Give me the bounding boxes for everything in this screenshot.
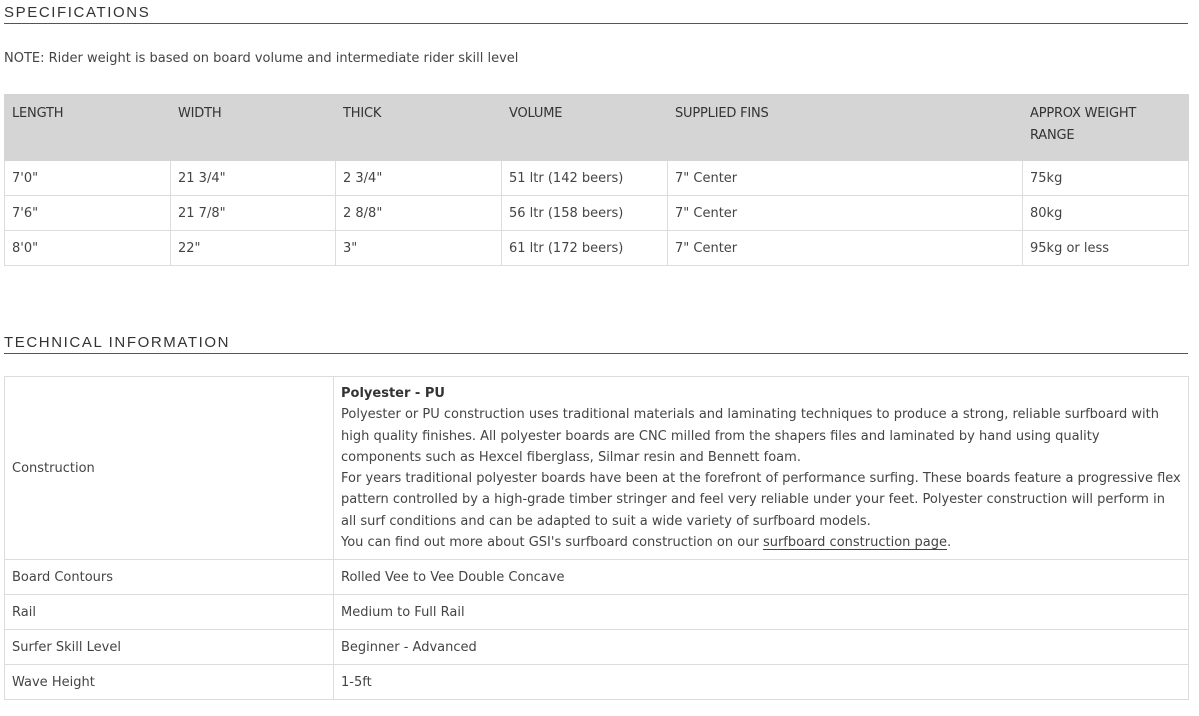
col-header-length: LENGTH bbox=[5, 95, 171, 161]
thick-cell: 2 3/4" bbox=[336, 161, 502, 196]
length-cell: 7'6" bbox=[5, 196, 171, 231]
wave-height-label: Wave Height bbox=[5, 665, 334, 700]
table-row bbox=[5, 665, 1189, 700]
rail-label: Rail bbox=[5, 595, 334, 630]
table-row bbox=[5, 630, 1189, 665]
col-header-width: WIDTH bbox=[171, 95, 336, 161]
weight-cell: 95kg or less bbox=[1023, 231, 1189, 266]
volume-cell: 51 ltr (142 beers) bbox=[502, 161, 668, 196]
rail-value: Medium to Full Rail bbox=[334, 595, 1189, 630]
width-cell: 21 7/8" bbox=[171, 196, 336, 231]
construction-paragraph-3 bbox=[341, 532, 1181, 553]
construction-paragraph-1: Polyester or PU construction uses traditional materials and laminating techniques to produce a strong, reliable surfboard with high quality finishes. All polyester boards are CNC milled from the shapers files and laminated by hand using quality components such as Hexcel fiberglass, Silmar resin and Bennett foam. bbox=[341, 407, 1159, 465]
width-cell: 21 3/4" bbox=[171, 161, 336, 196]
construction-value bbox=[334, 377, 1189, 560]
construction-heading: Polyester - PU bbox=[341, 386, 445, 401]
rider-weight-note: NOTE: Rider weight is based on board volume and intermediate rider skill level bbox=[4, 51, 519, 66]
table-row bbox=[5, 196, 1189, 231]
col-header-volume: VOLUME bbox=[502, 95, 668, 161]
specifications-divider bbox=[4, 23, 1188, 24]
table-row bbox=[5, 595, 1189, 630]
thick-cell: 2 8/8" bbox=[336, 196, 502, 231]
specifications-table bbox=[4, 94, 1189, 266]
col-header-approx-weight-range: APPROX WEIGHT RANGE bbox=[1023, 95, 1189, 161]
fins-cell: 7" Center bbox=[668, 196, 1023, 231]
board-contours-label: Board Contours bbox=[5, 560, 334, 595]
volume-cell: 56 ltr (158 beers) bbox=[502, 196, 668, 231]
technical-information-title: TECHNICAL INFORMATION bbox=[4, 334, 231, 351]
width-cell: 22" bbox=[171, 231, 336, 266]
table-row bbox=[5, 231, 1189, 266]
technical-information-table bbox=[4, 376, 1189, 700]
table-row bbox=[5, 560, 1189, 595]
spec-header-row bbox=[5, 95, 1189, 161]
surfer-skill-level-label: Surfer Skill Level bbox=[5, 630, 334, 665]
table-row bbox=[5, 161, 1189, 196]
col-header-thick: THICK bbox=[336, 95, 502, 161]
construction-paragraph-3-prefix: You can find out more about GSI's surfboard construction on our bbox=[341, 535, 763, 551]
weight-cell: 80kg bbox=[1023, 196, 1189, 231]
length-cell: 7'0" bbox=[5, 161, 171, 196]
specifications-title: SPECIFICATIONS bbox=[4, 4, 151, 21]
length-cell: 8'0" bbox=[5, 231, 171, 266]
weight-cell: 75kg bbox=[1023, 161, 1189, 196]
fins-cell: 7" Center bbox=[668, 231, 1023, 266]
volume-cell: 61 ltr (172 beers) bbox=[502, 231, 668, 266]
col-header-supplied-fins: SUPPLIED FINS bbox=[668, 95, 1023, 161]
surfboard-construction-link[interactable]: surfboard construction page bbox=[762, 535, 947, 551]
board-contours-value: Rolled Vee to Vee Double Concave bbox=[334, 560, 1189, 595]
construction-paragraph-2: For years traditional polyester boards have been at the forefront of performance surfing. These boards feature a progressive flex pattern controlled by a high-grade timber stringer and feel very reliable under your feet. Polyester construction will perform in all surf conditions and can be adapted to suit a wide variety of surfboard models. bbox=[341, 471, 1181, 529]
construction-label: Construction bbox=[5, 377, 334, 560]
surfer-skill-level-value: Beginner - Advanced bbox=[334, 630, 1189, 665]
construction-paragraph-3-suffix: . bbox=[947, 535, 952, 551]
thick-cell: 3" bbox=[336, 231, 502, 266]
wave-height-value: 1-5ft bbox=[334, 665, 1189, 700]
table-row bbox=[5, 377, 1189, 560]
technical-divider bbox=[4, 353, 1188, 354]
fins-cell: 7" Center bbox=[668, 161, 1023, 196]
